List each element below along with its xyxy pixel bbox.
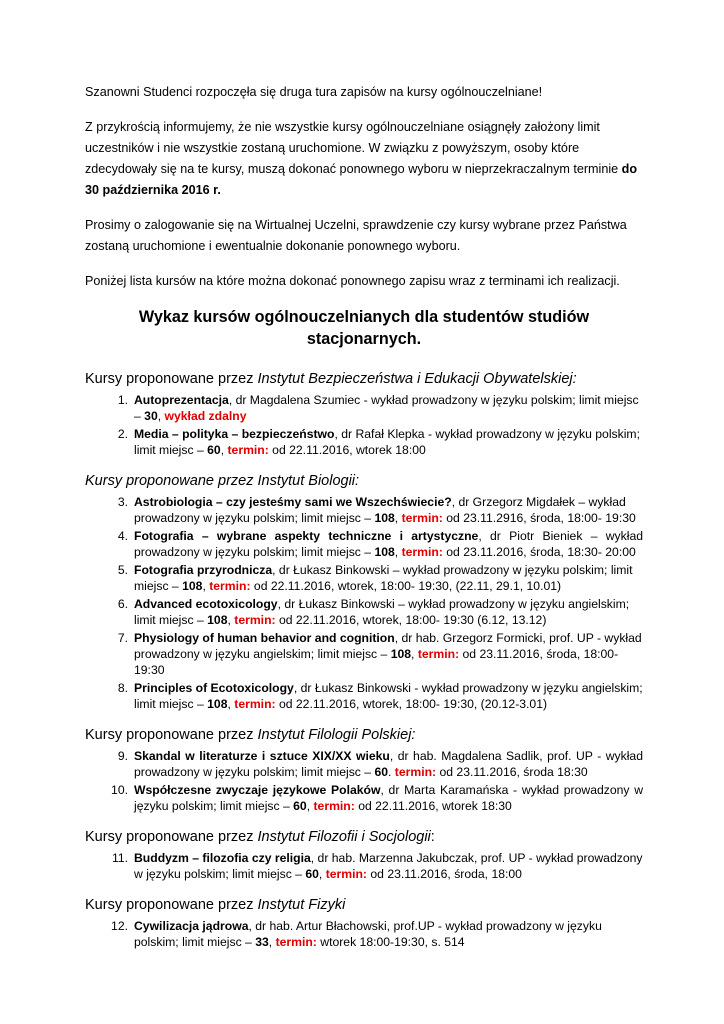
intro-notice — [85, 117, 643, 201]
course-list — [85, 748, 643, 814]
course-text — [131, 528, 643, 560]
course-number: 3. — [117, 495, 128, 509]
course-limit: 60 — [374, 765, 388, 779]
section-institute: Instytut Filozofii i Socjologii — [257, 829, 431, 845]
course-text — [131, 392, 643, 424]
course-limit: 108 — [182, 579, 203, 593]
course-name: Autoprezentacja — [134, 393, 229, 407]
course-separator: , — [227, 613, 235, 627]
course-separator: , — [411, 647, 418, 661]
course-sections — [85, 370, 643, 950]
course-list — [85, 918, 643, 950]
course-number: 4. — [117, 529, 128, 543]
course-limit: 108 — [207, 613, 228, 627]
course-limit: 60 — [207, 443, 221, 457]
course-name: Cywilizacja jądrowa — [134, 919, 249, 933]
course-term-label: termin: — [234, 613, 276, 627]
section-institute: Instytut Fizyki — [257, 897, 346, 913]
intro-greeting: Szanowni Studenci rozpoczęła się druga tura zapisów na kursy ogólnouczelniane! — [85, 85, 543, 99]
course-item — [85, 782, 643, 814]
course-description: , dr Łukasz Binkowski – wykład prowadzony w języku angielskim; limit miejsc – — [134, 597, 630, 627]
course-item — [85, 392, 643, 424]
course-name: Skandal w literaturze i sztuce XIX/XX wieku — [134, 749, 390, 763]
course-limit: 108 — [374, 545, 395, 559]
section-heading-prefix: Kursy proponowane przez — [85, 371, 258, 387]
course-text — [131, 680, 643, 712]
course-term: wtorek 18:00-19:30, s. 514 — [316, 935, 465, 949]
course-limit: 33 — [255, 935, 269, 949]
course-item — [85, 918, 643, 950]
course-term-label: termin: — [227, 443, 269, 457]
course-term: od 23.11.2016, środa 18:30 — [436, 765, 588, 779]
course-term: od 22.11.2016, wtorek 18:00 — [268, 443, 426, 457]
course-list — [85, 850, 643, 882]
course-item — [85, 562, 643, 594]
course-term-label: termin: — [325, 867, 367, 881]
course-description: , dr Marta Karamańska - wykład prowadzony w języku polskim; limit miejsc – — [134, 783, 643, 813]
course-description: , dr Łukasz Binkowski - wykład prowadzony w języku angielskim; limit miejsc – — [134, 681, 643, 711]
course-number: 10. — [111, 783, 128, 797]
course-name: Fotografia przyrodnicza — [134, 563, 273, 577]
course-item — [85, 528, 643, 560]
course-term: od 22.11.2016, wtorek 18:30 — [354, 799, 512, 813]
course-number: 7. — [117, 631, 128, 645]
course-text — [131, 918, 643, 950]
course-term: od 22.11.2016, wtorek, 18:00- 19:30, (20.12-3.01) — [275, 697, 548, 711]
section-heading — [85, 370, 643, 388]
course-term: od 23.11.2016, środa, 18:00-19:30 — [134, 647, 619, 677]
course-description: , dr Piotr Bieniek – wykład prowadzony w języku polskim; limit miejsc – — [134, 529, 644, 559]
section-heading-prefix: Kursy proponowane przez — [85, 897, 258, 913]
course-number: 12. — [111, 919, 128, 933]
course-item — [85, 850, 643, 882]
course-limit: 30 — [144, 409, 158, 423]
course-number: 2. — [117, 427, 128, 441]
course-separator: , — [318, 867, 326, 881]
course-description: , dr hab. Grzegorz Formicki, prof. UP - wykład prowadzony w języku angielskim; limit miejsc – — [134, 631, 642, 661]
section-heading-suffix: : — [430, 829, 435, 845]
course-limit: 108 — [374, 511, 395, 525]
section-heading — [85, 472, 643, 490]
section-institute: Instytut Filologii Polskiej: — [257, 727, 416, 743]
course-text — [131, 782, 643, 814]
document-page — [85, 82, 643, 964]
intro-request: Prosimy o zalogowanie się na Wirtualnej Uczelni, sprawdzenie czy kursy wybrane przez Państwa zostaną uruchomione i ewentualnie dokonanie ponownego wyboru. — [85, 218, 627, 253]
course-term-label: termin: — [394, 765, 437, 779]
course-item — [85, 630, 643, 678]
section-heading-prefix: Kursy proponowane przez — [85, 473, 258, 489]
section-heading-prefix: Kursy proponowane przez — [85, 829, 258, 845]
course-term-label: termin: — [275, 935, 317, 949]
course-item — [85, 596, 643, 628]
course-name: Principles of Ecotoxicology — [134, 681, 294, 695]
course-term-label: wykład zdalny — [164, 409, 247, 423]
course-list — [85, 392, 643, 458]
section-institute: Instytut Biologii: — [257, 473, 360, 489]
course-separator: , — [157, 409, 165, 423]
course-separator: , — [202, 579, 210, 593]
course-term-label: termin: — [417, 647, 460, 661]
section-institute: Instytut Bezpieczeństwa i Edukacji Obywatelskiej: — [257, 371, 577, 387]
course-name: Fotografia – wybrane aspekty techniczne i artystyczne — [134, 529, 479, 543]
course-separator: , — [227, 697, 235, 711]
course-name: Media – polityka – bezpieczeństwo — [134, 427, 335, 441]
course-text — [131, 748, 643, 780]
course-separator: . — [388, 765, 395, 779]
course-description: , dr Rafał Klepka - wykład prowadzony w języku polskim; limit miejsc – — [134, 427, 640, 457]
course-description: , dr hab. Magdalena Sadlik, prof. UP - wykład prowadzony w języku polskim; limit miejsc – — [134, 749, 643, 779]
course-term-label: termin: — [313, 799, 355, 813]
course-description: , dr hab. Artur Błachowski, prof.UP - wykład prowadzony w języku polskim; limit miejsc – — [134, 919, 602, 949]
course-name: Współczesne zwyczaje językowe Polaków — [134, 783, 381, 797]
course-description: , dr Łukasz Binkowski – wykład prowadzony w języku polskim; limit miejsc – — [134, 563, 633, 593]
course-name: Physiology of human behavior and cognition — [134, 631, 395, 645]
course-term: od 22.11.2016, wtorek, 18:00- 19:30 (6.12, 13.12) — [275, 613, 547, 627]
course-term-label: termin: — [209, 579, 251, 593]
section-heading — [85, 726, 643, 744]
page-title: Wykaz kursów ogólnouczelnianych dla studentów studiów stacjonarnych. — [138, 308, 590, 348]
course-separator: , — [394, 545, 402, 559]
course-item — [85, 426, 643, 458]
course-name: Astrobiologia – czy jesteśmy sami we Wszechświecie? — [134, 495, 452, 509]
course-item — [85, 748, 643, 780]
course-name: Advanced ecotoxicology — [134, 597, 278, 611]
course-separator: , — [394, 511, 402, 525]
course-item — [85, 494, 643, 526]
course-limit: 108 — [390, 647, 412, 661]
course-separator: , — [268, 935, 276, 949]
course-term: od 23.11.2916, środa, 18:00- 19:30 — [442, 511, 636, 525]
course-separator: , — [306, 799, 314, 813]
course-number: 9. — [117, 749, 128, 763]
course-number: 8. — [117, 681, 128, 695]
intro-notice-text: Z przykrością informujemy, że nie wszystkie kursy ogólnouczelniane osiągnęły założony limit uczestników i nie wszystkie zostaną uruchomione. W związku z powyższym, osoby które zdecydowały się na te kursy, muszą dokonać ponownego wyboru w nieprzekraczalnym terminie — [85, 120, 622, 176]
course-item — [85, 680, 643, 712]
course-name: Buddyzm – filozofia czy religia — [134, 851, 311, 865]
course-limit: 108 — [207, 697, 228, 711]
section-heading — [85, 828, 643, 846]
course-text — [131, 630, 643, 678]
course-text — [131, 426, 643, 458]
course-number: 5. — [117, 563, 128, 577]
intro-list-note: Poniżej lista kursów na które można dokonać ponownego zapisu wraz z terminami ich realizacji. — [85, 274, 620, 288]
course-description: , dr hab. Marzenna Jakubczak, prof. UP - wykład prowadzony w języku polskim; limit miejsc – — [134, 851, 643, 881]
course-description: , dr Magdalena Szumiec - wykład prowadzony w języku polskim; limit miejsc – — [134, 393, 639, 423]
course-text — [131, 596, 643, 628]
course-term-label: termin: — [401, 545, 443, 559]
course-description: , dr Grzegorz Migdałek – wykład prowadzony w języku polskim; limit miejsc – — [134, 495, 626, 525]
course-term-label: termin: — [234, 697, 276, 711]
course-term-label: termin: — [401, 511, 443, 525]
course-limit: 60 — [305, 867, 319, 881]
course-term: od 23.11.2016, środa, 18:30- 20:00 — [442, 545, 636, 559]
course-number: 1. — [117, 393, 128, 407]
course-separator: , — [220, 443, 228, 457]
section-heading-prefix: Kursy proponowane przez — [85, 727, 258, 743]
course-text — [131, 494, 643, 526]
intro-deadline: do 30 października 2016 r. — [85, 162, 638, 197]
course-list — [85, 494, 643, 712]
course-term: od 23.11.2016, środa, 18:00 — [367, 867, 522, 881]
course-limit: 60 — [293, 799, 307, 813]
course-number: 6. — [117, 597, 128, 611]
course-term: od 22.11.2016, wtorek, 18:00- 19:30, (22.11, 29.1, 10.01) — [250, 579, 562, 593]
course-number: 11. — [111, 851, 128, 865]
course-text — [131, 562, 643, 594]
course-text — [131, 850, 643, 882]
section-heading — [85, 896, 643, 914]
